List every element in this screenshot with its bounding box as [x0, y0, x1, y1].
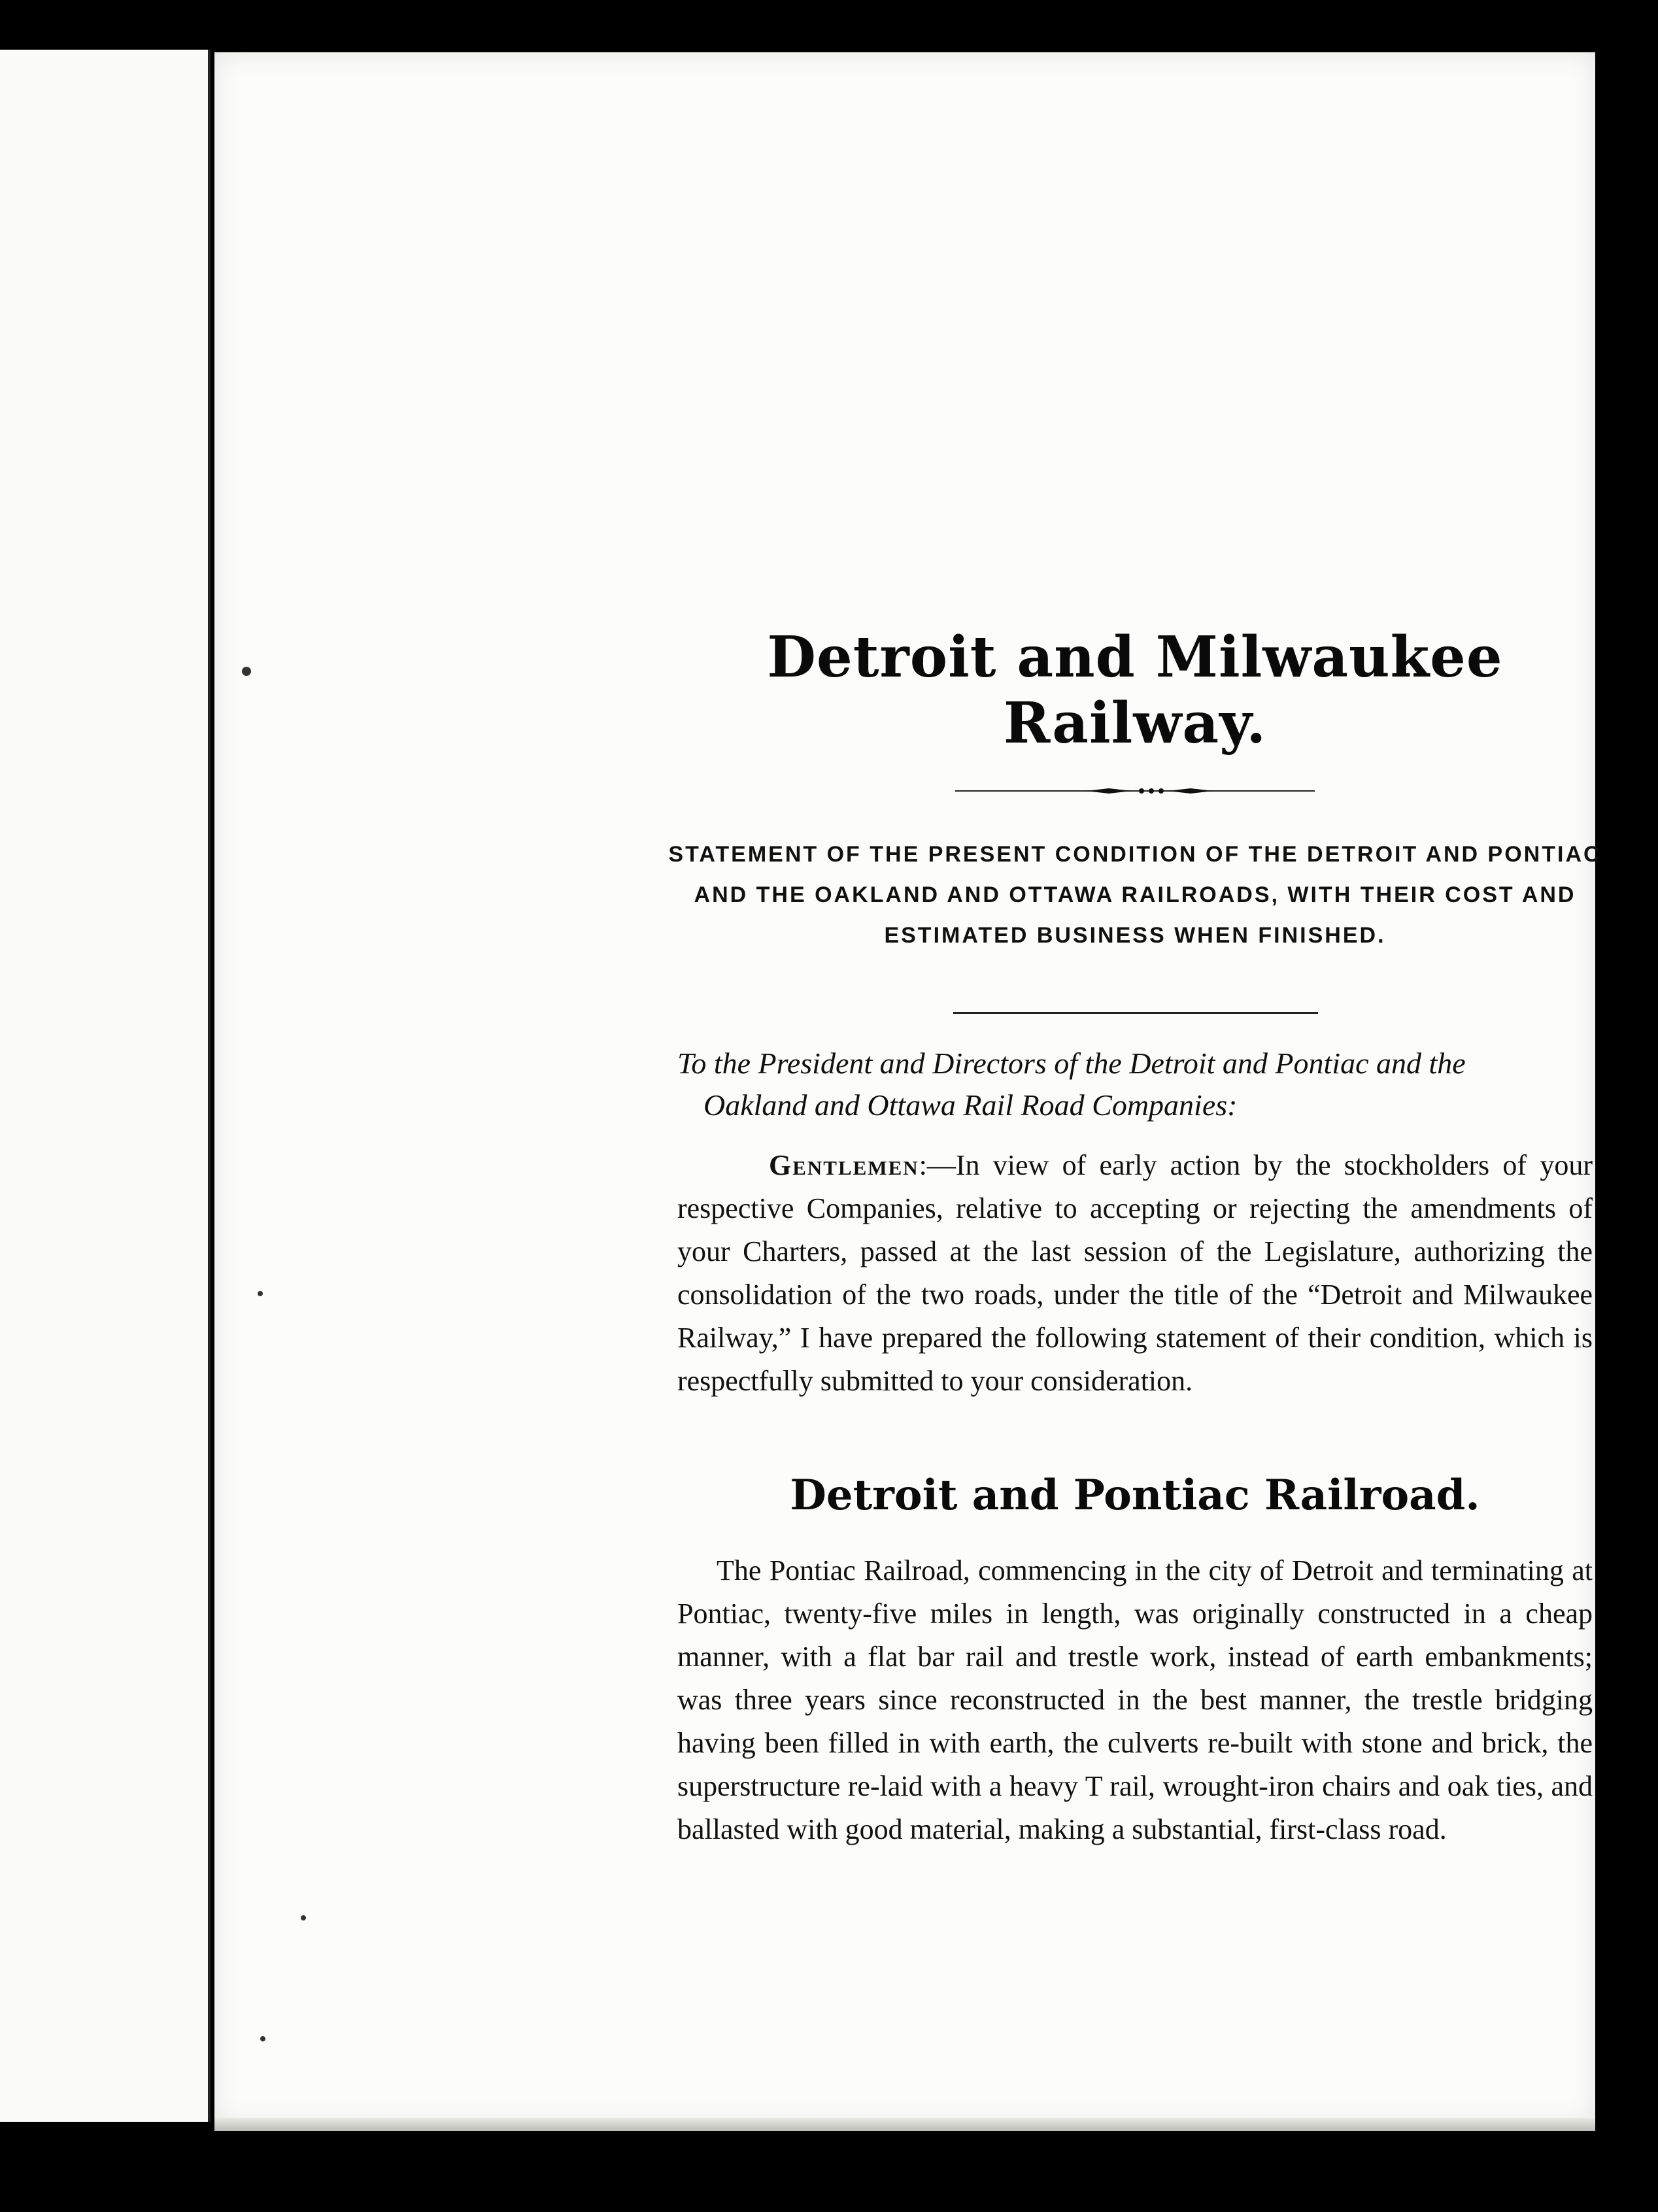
statement-heading: STATEMENT OF THE PRESENT CONDITION OF THE DETROIT AND PONTIAC AND THE OAKLAND AND OTTAWA RAILROADS, WITH THEIR COST AND ESTIMATED BUSINESS WHEN FINISHED.: [668, 842, 1602, 948]
section-heading: Detroit and Pontiac Railroad.: [790, 1471, 1480, 1520]
salutation-line-1: To the President and Directors of the Detroit and Pontiac and the: [677, 1047, 1466, 1080]
speck: [242, 667, 251, 676]
speck: [258, 1291, 263, 1296]
speck: [260, 2036, 265, 2041]
paragraph-pontiac-railroad: The Pontiac Railroad, commencing in the city of Detroit and terminating at Pontiac, twenty-five miles in length, was originally constructed in a cheap manner, with a flat bar rail and trestle work, instead of earth embankments; was three years since reconstructed in the best manner, the trestle bridging having been filled in with earth, the culverts re-built with stone and brick, the superstructure re-laid with a heavy T rail, wrought-iron chairs and oak ties, and ballasted with good material, making a substantial, first-class road.: [677, 1554, 1593, 1845]
paragraph-introduction-text: :—In view of early action by the stockholders of your respective Companies, relative to accepting or rejecting the amendments of your Charters, passed at the last session of the Legislature, authorizing the consolidation of the two roads, under the title of the “Detroit and Milwaukee Railway,” I have prepared the following statement of their condition, which is respectfully submitted to your consideration.: [677, 1149, 1593, 1397]
salutation: [677, 1043, 1593, 1126]
divider-rule: [953, 1012, 1318, 1014]
greeting: Gentlemen: [769, 1149, 919, 1181]
speck: [301, 1915, 306, 1920]
left-page-blank: [0, 50, 211, 2122]
document-page: [214, 52, 1602, 2124]
ornamental-rule: [955, 788, 1315, 794]
paragraph-introduction: [677, 1144, 1593, 1403]
salutation-line-2: Oakland and Ottawa Rail Road Companies:: [703, 1088, 1238, 1122]
document-title: Detroit and Milwaukee Railway.: [767, 624, 1503, 756]
page-bottom-edge: [214, 2118, 1595, 2131]
